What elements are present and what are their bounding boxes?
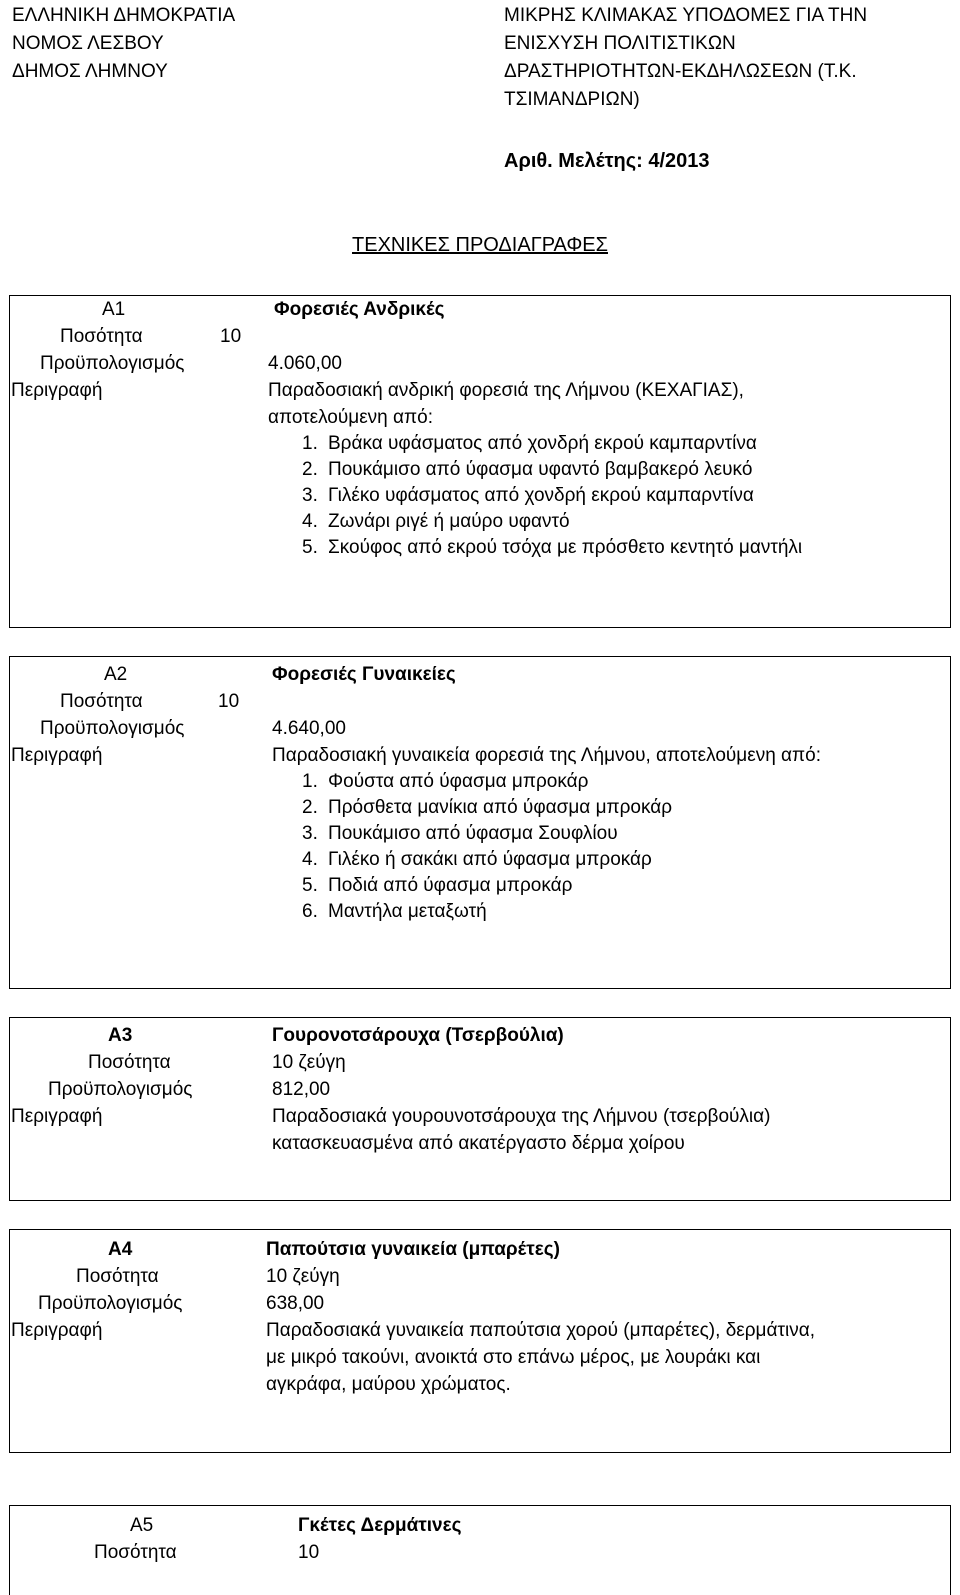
- quantity-value: 10 ζεύγη: [266, 1266, 340, 1287]
- list-item: 2. Πρόσθετα μανίκια από ύφασμα μπροκάρ: [302, 797, 673, 818]
- list-item: 5. Ποδιά από ύφασμα μπροκάρ: [302, 875, 573, 896]
- quantity-label: Ποσότητα: [94, 1542, 177, 1563]
- specs-title: ΤΕΧΝΙΚΕΣ ΠΡΟΔΙΑΓΡΑΦΕΣ: [352, 234, 608, 256]
- spec-box-a4: [9, 1229, 951, 1453]
- item-title: Φορεσιές Γυναικείες: [272, 664, 456, 685]
- budget-label: Προϋπολογισμός: [48, 1079, 193, 1100]
- spec-box-a3: [9, 1017, 951, 1201]
- budget-value: 638,00: [266, 1293, 325, 1314]
- list-item: 4. Ζωνάρι ριγέ ή μαύρο υφαντό: [302, 511, 570, 532]
- issuer-line: ΔΗΜΟΣ ΛΗΜΝΟΥ: [12, 61, 168, 82]
- description-line: κατασκευασμένα από ακατέργαστο δέρμα χοίρου: [272, 1133, 685, 1154]
- description-label: Περιγραφή: [11, 745, 103, 766]
- item-code: Α3: [108, 1025, 133, 1046]
- project-title-line: ΔΡΑΣΤΗΡΙΟΤΗΤΩΝ-ΕΚΔΗΛΩΣΕΩΝ (Τ.Κ.: [504, 61, 857, 82]
- list-item: 1. Βράκα υφάσματος από χονδρή εκρού καμπαρντίνα: [302, 433, 757, 454]
- budget-label: Προϋπολογισμός: [40, 353, 185, 374]
- list-item: 2. Πουκάμισο από ύφασμα υφαντό βαμβακερό λευκό: [302, 459, 753, 480]
- description-line: με μικρό τακούνι, ανοικτά στο επάνω μέρος, με λουράκι και: [266, 1347, 761, 1368]
- spec-box-a5: [9, 1505, 951, 1595]
- description-line: Παραδοσιακά γυναικεία παπούτσια χορού (μπαρέτες), δερμάτινα,: [266, 1320, 815, 1341]
- item-code: Α4: [108, 1239, 133, 1260]
- description-label: Περιγραφή: [11, 380, 103, 401]
- list-item: 6. Μαντήλα μεταξωτή: [302, 901, 487, 922]
- list-item: 5. Σκούφος από εκρού τσόχα με πρόσθετο κεντητό μαντήλι: [302, 537, 803, 558]
- component-list: [10, 431, 950, 561]
- quantity-label: Ποσότητα: [88, 1052, 171, 1073]
- quantity-label: Ποσότητα: [76, 1266, 159, 1287]
- budget-label: Προϋπολογισμός: [38, 1293, 183, 1314]
- list-item: 1. Φούστα από ύφασμα μπροκάρ: [302, 771, 589, 792]
- quantity-value: 10: [218, 691, 240, 712]
- issuer-line: ΕΛΛΗΝΙΚΗ ΔΗΜΟΚΡΑΤΙΑ: [12, 5, 236, 26]
- description-line: αποτελούμενη από:: [268, 407, 433, 428]
- project-title-line: ΕΝΙΣΧΥΣΗ ΠΟΛΙΤΙΣΤΙΚΩΝ: [504, 33, 736, 54]
- quantity-label: Ποσότητα: [60, 326, 143, 347]
- project-title-block: [504, 2, 944, 114]
- description-line: Παραδοσιακή γυναικεία φορεσιά της Λήμνου, αποτελούμενη από:: [272, 745, 821, 766]
- item-code: Α1: [102, 299, 126, 320]
- spec-box-a1: [9, 295, 951, 628]
- description-label: Περιγραφή: [11, 1106, 103, 1127]
- budget-value: 4.640,00: [272, 718, 346, 739]
- description-line: Παραδοσιακά γουρουνοτσάρουχα της Λήμνου (τσερβούλια): [272, 1106, 771, 1127]
- item-code: Α2: [104, 664, 128, 685]
- item-code: Α5: [130, 1515, 154, 1536]
- list-item: 4. Γιλέκο ή σακάκι από ύφασμα μπροκάρ: [302, 849, 652, 870]
- component-list: [10, 769, 950, 925]
- quantity-value: 10 ζεύγη: [272, 1052, 346, 1073]
- issuer-block: [12, 2, 235, 86]
- issuer-line: ΝΟΜΟΣ ΛΕΣΒΟΥ: [12, 33, 164, 54]
- quantity-label: Ποσότητα: [60, 691, 143, 712]
- budget-value: 4.060,00: [268, 353, 342, 374]
- item-title: Γκέτες Δερμάτινες: [298, 1515, 462, 1536]
- spec-box-a2: [9, 656, 951, 989]
- quantity-value: 10: [298, 1542, 320, 1563]
- description-label: Περιγραφή: [11, 1320, 103, 1341]
- description-line: Παραδοσιακή ανδρική φορεσιά της Λήμνου (ΚΕΧΑΓΙΑΣ),: [268, 380, 744, 401]
- list-item: 3. Γιλέκο υφάσματος από χονδρή εκρού καμπαρντίνα: [302, 485, 754, 506]
- list-item: 3. Πουκάμισο από ύφασμα Σουφλίου: [302, 823, 618, 844]
- item-title: Παπούτσια γυναικεία (μπαρέτες): [266, 1239, 560, 1260]
- description-line: αγκράφα, μαύρου χρώματος.: [266, 1374, 511, 1395]
- study-number: Αριθ. Μελέτης: 4/2013: [504, 150, 710, 172]
- item-title: Γουρονοτσάρουχα (Τσερβούλια): [272, 1025, 564, 1046]
- budget-label: Προϋπολογισμός: [40, 718, 185, 739]
- item-title: Φορεσιές Ανδρικές: [274, 299, 445, 320]
- quantity-value: 10: [220, 326, 242, 347]
- project-title-line: ΜΙΚΡΗΣ ΚΛΙΜΑΚΑΣ ΥΠΟΔΟΜΕΣ ΓΙΑ ΤΗΝ: [504, 5, 868, 26]
- project-title-line: ΤΣΙΜΑΝΔΡΙΩΝ): [504, 89, 640, 110]
- budget-value: 812,00: [272, 1079, 331, 1100]
